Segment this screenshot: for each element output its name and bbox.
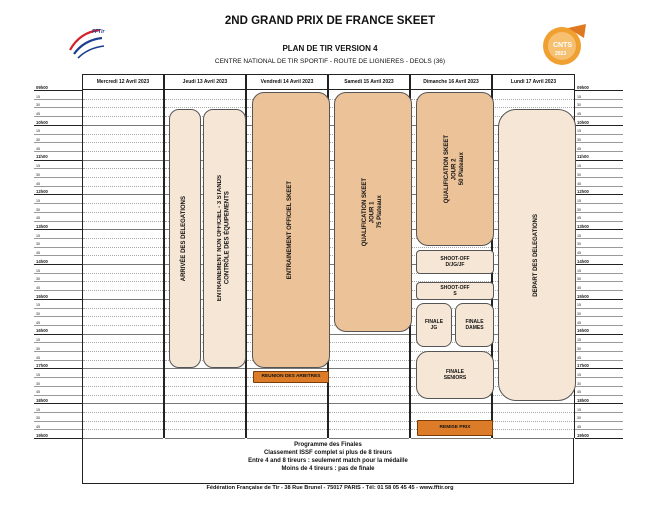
time-rule xyxy=(575,308,623,309)
event-entrainement-officiel: ENTRAINEMENT OFFICIEL SKEET xyxy=(252,92,330,368)
time-label: 30 xyxy=(577,416,581,421)
time-label: 15 xyxy=(577,129,581,134)
time-label: 11h00 xyxy=(36,154,48,160)
time-label: 30 xyxy=(577,138,581,142)
time-label: 15 xyxy=(36,372,40,377)
grid-line xyxy=(83,351,163,352)
time-rule xyxy=(34,186,82,187)
time-label: 45 xyxy=(577,251,581,256)
time-label: 45 xyxy=(36,146,40,151)
grid-line xyxy=(83,125,163,126)
time-rule xyxy=(575,255,623,256)
time-label: 15h00 xyxy=(577,293,589,299)
day-header-dimanche: Dimanche 16 Avril 2023 xyxy=(410,74,492,90)
time-label: 15 xyxy=(577,94,581,99)
time-label: 15 xyxy=(577,268,581,273)
grid-line xyxy=(83,325,163,326)
time-label: 15 xyxy=(36,233,40,238)
time-rule xyxy=(575,273,623,274)
grid-line xyxy=(83,368,163,369)
time-rule xyxy=(575,177,623,178)
time-label: 16h00 xyxy=(36,328,48,334)
time-label: 13h00 xyxy=(577,224,589,229)
footer-line: Entre 4 and 8 tireurs : seulement match pour la médaille xyxy=(248,458,408,464)
grid-line xyxy=(83,151,163,152)
time-rule xyxy=(575,429,623,430)
time-rule xyxy=(34,360,82,361)
time-rule xyxy=(575,151,623,152)
footer-line: Programme des Finales xyxy=(294,442,362,448)
time-label: 45 xyxy=(577,425,581,430)
time-rule xyxy=(34,377,82,378)
time-label: 11h00 xyxy=(577,154,589,160)
time-rule xyxy=(34,134,82,135)
time-label: 45 xyxy=(36,181,40,186)
time-label: 19h00 xyxy=(577,432,589,438)
time-label: 30 xyxy=(577,346,581,351)
time-rule xyxy=(575,334,623,335)
grid-line xyxy=(329,421,409,422)
grid-line xyxy=(83,160,163,161)
time-label: 15 xyxy=(36,303,40,308)
fftir-logo xyxy=(66,24,110,64)
time-label: 45 xyxy=(36,216,40,221)
time-label: 45 xyxy=(577,111,581,116)
time-label: 45 xyxy=(577,285,581,290)
time-label: 30 xyxy=(577,277,581,282)
time-rule xyxy=(34,438,82,439)
time-label: 15 xyxy=(36,129,40,134)
time-rule xyxy=(575,351,623,352)
time-label: 30 xyxy=(577,172,581,177)
time-rule xyxy=(575,403,623,404)
time-label: 15 xyxy=(577,233,581,238)
time-label: 30 xyxy=(36,103,40,108)
time-rule xyxy=(34,168,82,169)
grid-line xyxy=(83,377,163,378)
grid-line xyxy=(83,264,163,265)
time-rule xyxy=(575,386,623,387)
grid-line xyxy=(247,403,327,404)
schedule-grid xyxy=(34,74,624,438)
time-rule xyxy=(575,412,623,413)
grid-line xyxy=(329,360,409,361)
event-qualification-jour2: QUALIFICATION SKEET JOUR 2 50 Plateaux xyxy=(416,92,494,246)
grid-line xyxy=(247,421,327,422)
grid-line xyxy=(83,142,163,143)
time-label: 15 xyxy=(577,198,581,203)
time-label: 12h00 xyxy=(577,189,589,195)
grid-line xyxy=(83,134,163,135)
time-rule xyxy=(34,299,82,300)
grid-line xyxy=(83,229,163,230)
time-label: 14h00 xyxy=(36,258,48,264)
grid-line xyxy=(329,342,409,343)
time-rule xyxy=(34,403,82,404)
time-rule xyxy=(34,238,82,239)
grid-line xyxy=(83,386,163,387)
grid-line xyxy=(329,368,409,369)
time-rule xyxy=(34,177,82,178)
time-rule xyxy=(575,264,623,265)
event-depart-delegations: DEPART DES DELEGATIONS xyxy=(498,109,576,401)
svg-text:2023: 2023 xyxy=(555,51,567,57)
time-rule xyxy=(34,229,82,230)
time-rule xyxy=(34,386,82,387)
time-rule xyxy=(34,221,82,222)
grid-line xyxy=(329,377,409,378)
grid-line xyxy=(83,194,163,195)
time-rule xyxy=(575,160,623,161)
grid-line xyxy=(493,421,574,422)
grid-line xyxy=(493,412,574,413)
time-label: 45 xyxy=(36,355,40,360)
event-finale-seniors: FINALE SENIORS xyxy=(416,351,494,399)
grid-line xyxy=(165,395,245,396)
time-rule xyxy=(575,203,623,204)
time-rule xyxy=(575,325,623,326)
time-label: 15 xyxy=(36,94,40,99)
time-label: 18h00 xyxy=(577,398,589,403)
grid-line xyxy=(83,403,163,404)
event-finale-jg: FINALE JG xyxy=(416,303,452,347)
time-rule xyxy=(575,212,623,213)
time-label: 45 xyxy=(577,146,581,151)
time-label: 30 xyxy=(36,207,40,212)
day-header-lundi: Lundi 17 Avril 2023 xyxy=(492,74,575,90)
cnts-logo xyxy=(538,20,590,70)
grid-line xyxy=(83,290,163,291)
time-label: 14h00 xyxy=(577,258,589,264)
grid-line xyxy=(165,99,245,100)
grid-line xyxy=(329,386,409,387)
grid-line xyxy=(411,403,491,404)
time-rule xyxy=(34,107,82,108)
time-label: 15 xyxy=(36,338,40,343)
time-rule xyxy=(575,377,623,378)
time-rule xyxy=(575,395,623,396)
grid-line xyxy=(165,377,245,378)
time-rule xyxy=(34,247,82,248)
time-rule xyxy=(34,194,82,195)
event-remise-prix: REMISE PRIX xyxy=(417,420,493,436)
time-label: 30 xyxy=(36,312,40,316)
time-label: 10h00 xyxy=(577,119,589,125)
grid-line xyxy=(83,429,163,430)
grid-line xyxy=(411,412,491,413)
time-column-left xyxy=(34,84,82,438)
time-rule xyxy=(34,125,82,126)
time-rule xyxy=(34,273,82,274)
time-rule xyxy=(575,125,623,126)
grid-line xyxy=(165,421,245,422)
time-rule xyxy=(34,255,82,256)
time-label: 15 xyxy=(36,268,40,273)
grid-line xyxy=(165,368,245,369)
time-rule xyxy=(575,290,623,291)
event-qualification-jour1: QUALIFICATION SKEET JOUR 1 75 Plateaux xyxy=(334,92,412,332)
time-rule xyxy=(34,212,82,213)
grid-line xyxy=(411,247,491,248)
grid-line xyxy=(329,351,409,352)
time-rule xyxy=(575,116,623,117)
time-rule xyxy=(575,229,623,230)
time-label: 15 xyxy=(577,338,581,343)
time-rule xyxy=(34,160,82,161)
grid-line xyxy=(83,247,163,248)
grid-line xyxy=(165,412,245,413)
time-rule xyxy=(34,142,82,143)
grid-line xyxy=(247,368,327,369)
grid-line xyxy=(83,316,163,317)
grid-line xyxy=(83,107,163,108)
time-rule xyxy=(575,142,623,143)
time-label: 30 xyxy=(36,416,40,421)
time-rule xyxy=(34,308,82,309)
grid-line xyxy=(165,403,245,404)
grid-line xyxy=(83,308,163,309)
time-label: 13h00 xyxy=(36,224,48,229)
grid-line xyxy=(329,412,409,413)
time-rule xyxy=(575,107,623,108)
finals-program-notes xyxy=(82,438,574,484)
time-rule xyxy=(34,316,82,317)
grid-line xyxy=(83,99,163,100)
time-label: 30 xyxy=(577,242,581,247)
time-label: 12h00 xyxy=(36,189,48,195)
time-rule xyxy=(575,238,623,239)
grid-line xyxy=(83,177,163,178)
time-rule xyxy=(34,421,82,422)
event-reunion-arbitres: REUNION DES ARBITRES xyxy=(253,371,329,383)
grid-line xyxy=(165,429,245,430)
time-label: 45 xyxy=(36,425,40,430)
grid-line xyxy=(83,342,163,343)
venue-line: CENTRE NATIONAL DE TIR SPORTIF - ROUTE DE LIGNIERES - DEOLS (36) xyxy=(214,58,446,65)
time-label: 45 xyxy=(577,181,581,186)
time-label: 30 xyxy=(36,381,40,386)
time-label: 15 xyxy=(36,198,40,203)
svg-text:FFTir: FFTir xyxy=(92,29,105,35)
day-column-mercredi xyxy=(82,90,164,438)
grid-line xyxy=(83,273,163,274)
grid-line xyxy=(83,238,163,239)
time-label: 45 xyxy=(577,320,581,325)
time-label: 15 xyxy=(36,407,40,412)
time-label: 17h00 xyxy=(36,363,48,369)
grid-line xyxy=(83,221,163,222)
time-label: 45 xyxy=(36,251,40,256)
time-rule xyxy=(34,412,82,413)
grid-line xyxy=(83,421,163,422)
time-rule xyxy=(34,368,82,369)
time-label: 10h00 xyxy=(36,119,48,125)
time-label: 30 xyxy=(36,242,40,247)
grid-line xyxy=(247,429,327,430)
grid-line xyxy=(83,299,163,300)
grid-line xyxy=(247,395,327,396)
grid-line xyxy=(83,334,163,335)
time-column-right xyxy=(575,84,623,438)
time-rule xyxy=(34,116,82,117)
time-rule xyxy=(575,247,623,248)
time-rule xyxy=(575,194,623,195)
grid-line xyxy=(493,403,574,404)
time-label: 30 xyxy=(36,138,40,142)
time-rule xyxy=(34,264,82,265)
time-rule xyxy=(34,203,82,204)
grid-line xyxy=(329,403,409,404)
time-rule xyxy=(575,421,623,422)
grid-line xyxy=(83,212,163,213)
grid-line xyxy=(329,334,409,335)
time-rule xyxy=(575,221,623,222)
time-label: 45 xyxy=(36,320,40,325)
time-label: 45 xyxy=(36,285,40,290)
time-rule xyxy=(575,360,623,361)
time-label: 45 xyxy=(577,216,581,221)
day-header-samedi: Samedi 15 Avril 2023 xyxy=(328,74,410,90)
grid-line xyxy=(83,360,163,361)
time-rule xyxy=(575,342,623,343)
time-label: 45 xyxy=(36,390,40,395)
time-label: 09h00 xyxy=(577,84,589,90)
time-label: 17h00 xyxy=(577,363,589,369)
svg-text:CNTS: CNTS xyxy=(553,42,573,49)
grid-line xyxy=(493,99,574,100)
time-label: 15 xyxy=(577,164,581,169)
page-subtitle: PLAN DE TIR VERSION 4 xyxy=(282,44,378,53)
time-rule xyxy=(34,151,82,152)
time-rule xyxy=(34,99,82,100)
grid-line xyxy=(83,168,163,169)
time-rule xyxy=(34,281,82,282)
grid-line xyxy=(83,281,163,282)
time-rule xyxy=(575,90,623,91)
time-label: 15 xyxy=(577,407,581,412)
time-rule xyxy=(34,351,82,352)
grid-line xyxy=(247,412,327,413)
time-rule xyxy=(575,134,623,135)
time-label: 15 xyxy=(577,303,581,308)
grid-line xyxy=(83,203,163,204)
time-label: 15 xyxy=(36,164,40,169)
event-finale-dames: FINALE DAMES xyxy=(455,303,494,347)
time-label: 30 xyxy=(36,277,40,282)
time-label: 30 xyxy=(577,312,581,316)
time-rule xyxy=(34,395,82,396)
footer-line: Moins de 4 tireurs : pas de finale xyxy=(281,466,375,472)
time-label: 18h00 xyxy=(36,398,48,403)
footer-line: Classement ISSF complet si plus de 8 tireurs xyxy=(263,450,393,456)
time-label: 16h00 xyxy=(577,328,589,334)
event-shootoff-s: SHOOT-OFF S xyxy=(416,282,494,300)
time-label: 30 xyxy=(577,103,581,108)
time-rule xyxy=(575,299,623,300)
time-rule xyxy=(575,368,623,369)
grid-line xyxy=(83,412,163,413)
time-label: 09h00 xyxy=(36,84,48,90)
time-rule xyxy=(575,186,623,187)
time-rule xyxy=(575,316,623,317)
time-rule xyxy=(575,99,623,100)
time-label: 45 xyxy=(36,111,40,116)
time-rule xyxy=(575,438,623,439)
time-rule xyxy=(575,168,623,169)
time-rule xyxy=(34,325,82,326)
event-shootoff-djgjf: SHOOT-OFF D/JG/JF xyxy=(416,250,494,274)
time-label: 15 xyxy=(577,372,581,377)
time-label: 30 xyxy=(577,381,581,386)
time-label: 19h00 xyxy=(36,432,48,438)
grid-line xyxy=(493,429,574,430)
page-title: 2ND GRAND PRIX DE FRANCE SKEET xyxy=(224,15,436,27)
grid-line xyxy=(247,386,327,387)
time-label: 30 xyxy=(577,207,581,212)
grid-line xyxy=(165,386,245,387)
grid-line xyxy=(83,395,163,396)
day-header-jeudi: Jeudi 13 Avril 2023 xyxy=(164,74,246,90)
time-rule xyxy=(34,290,82,291)
grid-line xyxy=(83,116,163,117)
time-rule xyxy=(34,90,82,91)
event-entrainement-non-officiel: ENTRAINEMENT NON OFFICIEL - 3 STANDS CONTRÔLE DES ÉQUIPEMENTS xyxy=(203,109,246,368)
time-label: 15h00 xyxy=(36,293,48,299)
grid-line xyxy=(329,429,409,430)
time-rule xyxy=(575,281,623,282)
day-header-mercredi: Mercredi 12 Avril 2023 xyxy=(82,74,164,90)
time-label: 45 xyxy=(577,355,581,360)
event-arrivee-delegations: ARRIVÉE DES DELEGATIONS xyxy=(169,109,201,368)
time-label: 30 xyxy=(36,346,40,351)
time-rule xyxy=(34,429,82,430)
time-label: 30 xyxy=(36,172,40,177)
time-label: 45 xyxy=(577,390,581,395)
federation-address: Fédération Française de Tir - 38 Rue Brunel - 75017 PARIS - Tél: 01 58 05 45 45 - www.fftir.org xyxy=(206,485,454,491)
time-rule xyxy=(34,342,82,343)
grid-line xyxy=(329,395,409,396)
grid-line xyxy=(83,186,163,187)
time-rule xyxy=(34,334,82,335)
grid-line xyxy=(83,255,163,256)
day-header-vendredi: Vendredi 14 Avril 2023 xyxy=(246,74,328,90)
